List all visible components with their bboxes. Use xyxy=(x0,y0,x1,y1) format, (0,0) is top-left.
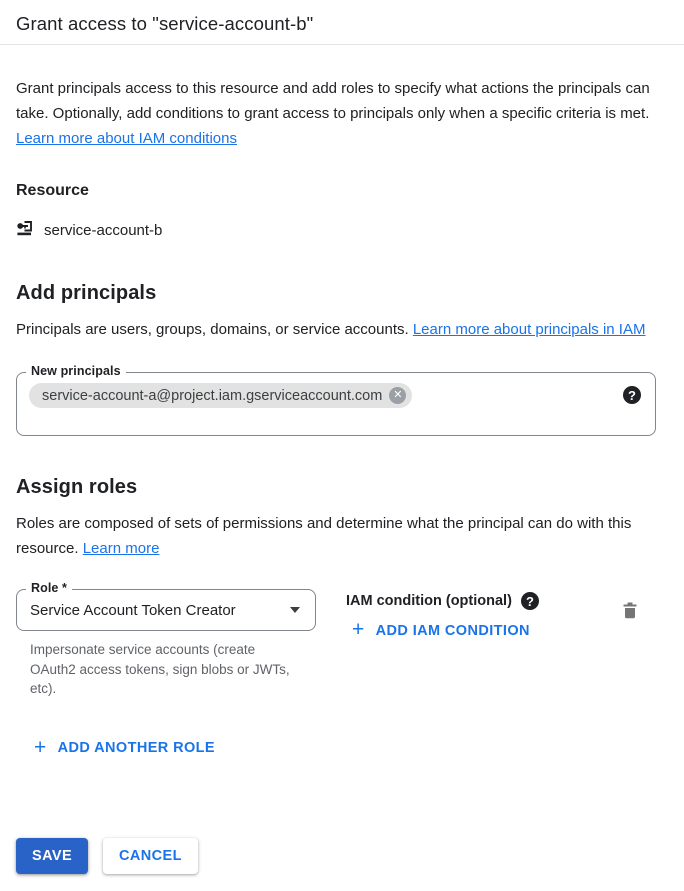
resource-heading: Resource xyxy=(16,182,89,199)
iam-condition-label: IAM condition (optional) xyxy=(346,593,512,609)
new-principals-field[interactable] xyxy=(16,364,656,436)
add-another-role-button[interactable] xyxy=(34,735,215,759)
cancel-button[interactable]: CANCEL xyxy=(103,838,198,874)
add-another-role-label: ADD ANOTHER ROLE xyxy=(57,740,215,756)
add-principals-heading: Add principals xyxy=(16,282,157,304)
intro-text: Grant principals access to this resource and add roles to specify what actions the principals can take. Optionally, add conditions to grant access to principals only when a specific criteria is met. xyxy=(16,80,650,122)
plus-icon: + xyxy=(352,618,365,641)
chevron-down-icon xyxy=(290,607,300,613)
iam-condition-label-row xyxy=(346,592,539,610)
principal-chip-value: service-account-a@project.iam.gserviceaccount.com xyxy=(42,387,383,404)
role-helper-text: Impersonate service accounts (create OAuth2 access tokens, sign blobs or JWTs, etc). xyxy=(30,642,290,696)
service-account-icon xyxy=(16,219,35,242)
intro-paragraph xyxy=(16,76,664,151)
iam-condition-column xyxy=(346,589,539,641)
assign-roles-heading: Assign roles xyxy=(16,476,138,498)
help-icon[interactable]: ? xyxy=(623,386,641,404)
close-icon[interactable]: ✕ xyxy=(389,387,406,404)
trash-icon xyxy=(621,607,639,624)
help-icon[interactable]: ? xyxy=(521,592,539,610)
principal-chip[interactable] xyxy=(29,383,412,408)
principals-desc-text: Principals are users, groups, domains, or service accounts. xyxy=(16,321,413,338)
save-button[interactable]: SAVE xyxy=(16,838,88,874)
plus-icon: + xyxy=(34,735,47,759)
add-iam-condition-label: ADD IAM CONDITION xyxy=(375,622,530,639)
dialog-title: Grant access to "service-account-b" xyxy=(16,13,314,34)
role-select[interactable] xyxy=(16,581,316,631)
delete-role-button[interactable] xyxy=(621,600,639,625)
principals-learn-more-link[interactable]: Learn more about principals in IAM xyxy=(412,321,646,338)
resource-name: service-account-b xyxy=(44,222,163,239)
role-select-value: Service Account Token Creator xyxy=(30,601,236,619)
roles-learn-more-link[interactable]: Learn more xyxy=(82,540,160,557)
new-principals-label: New principals xyxy=(26,364,126,378)
resource-row xyxy=(16,219,668,242)
add-iam-condition-button[interactable] xyxy=(352,618,530,641)
role-column xyxy=(16,581,316,699)
roles-desc-text: Roles are composed of sets of permissions and determine what the principal can do with this resource. xyxy=(16,515,632,557)
assign-roles-description xyxy=(16,511,664,561)
role-select-label: Role * xyxy=(26,581,72,595)
add-principals-description xyxy=(16,317,664,342)
dialog-body xyxy=(0,76,684,759)
dialog-header xyxy=(0,0,684,45)
dialog-actions xyxy=(16,838,198,874)
iam-conditions-link[interactable]: Learn more about IAM conditions xyxy=(16,130,237,147)
role-row xyxy=(16,581,668,699)
